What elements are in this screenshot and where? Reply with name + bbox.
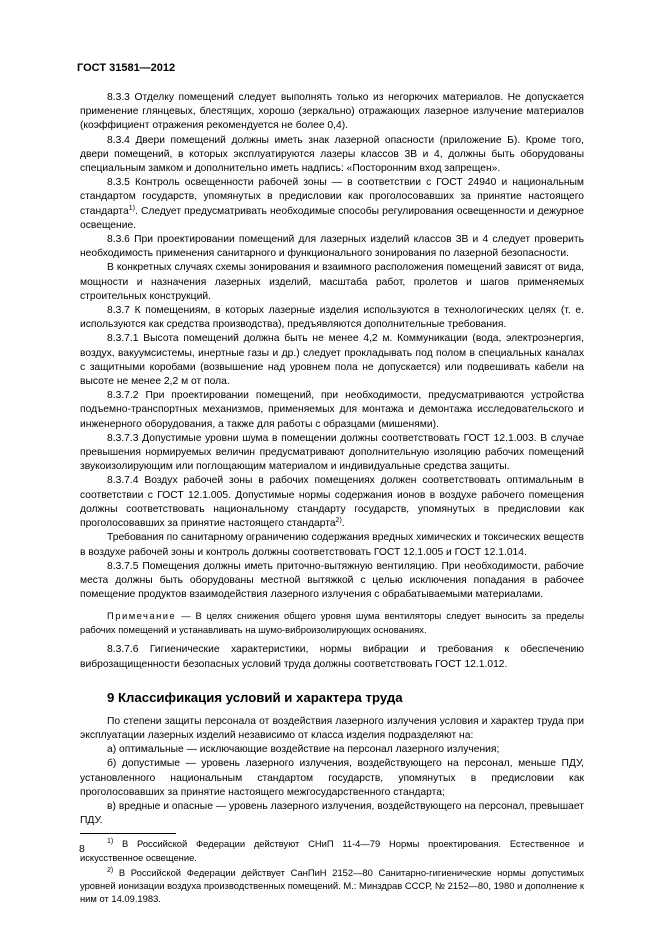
footnote-ref-1: 1) [128,204,135,212]
footnote-2-text: В Российской Федерации действует СанПиН 2152—80 Санитарно-гигиенические нормы допустимых уровней ионизации воздуха производственных помещений. М.: Минздрав СССР, № 2152—80, 1980 и дополнение к ним от 14.09.1983. [80,866,584,905]
note [80,609,584,636]
paragraph-8-3-6: 8.3.6 При проектировании помещений для лазерных изделий классов 3В и 4 следует проверить необходимость применения санитарного и функционального зонирования по лазерной безопасности. [80,234,584,260]
paragraph-8-3-3: 8.3.3 Отделку помещений следует выполнять только из негорючих материалов. Не допускается применение глянцевых, блестящих, хорошо (зеркально) отражающих лазерное излучение материалов (коэффициент отражения рекомендуется не более 0,4). [80,92,584,132]
note-label: Примечание [107,610,177,622]
paragraph-8-3-7: 8.3.7 К помещениям, в которых лазерные изделия используются в технологических целях (т. е. используются как средства производства), предъявляются дополнительные требования. [80,305,584,331]
footnote-divider [80,833,176,834]
footnote-1 [80,837,584,863]
footnote-ref-2: 2) [335,517,342,525]
footnote-1-mark: 1) [107,838,114,846]
paragraph-text-end: . [341,518,345,530]
page-header-standard: ГОСТ 31581—2012 [77,62,176,74]
paragraph-8-3-5 [80,176,584,233]
list-item-b: б) допустимые — уровень лазерного излучения, воздействующего на персонал, меньше ПДУ, установленного национальным стандартом государств, упомянутых в предисловии как проголосовавших за принятие настоящего межгосударственного стандарта; [80,758,584,798]
paragraph-8-3-7-4 [80,474,584,531]
page-number: 8 [79,843,85,855]
section-9-title: 9 Классификация условий и характера труда [107,689,403,705]
page-body [80,91,584,907]
paragraph-text: 8.3.7.4 Воздух рабочей зоны в рабочих помещениях должен соответствовать оптимальным в соответствии с ГОСТ 12.1.005. Допустимые нормы содержания ионов в воздухе рабочего помещения должны соответствовать национальному стандарту государств, упомянутых в предисловии как проголосовавших за принятие настоящего стандарта [80,475,584,530]
footnote-2-mark: 2) [107,866,114,874]
paragraph-8-3-7-5: 8.3.7.5 Помещения должны иметь приточно-вытяжную вентиляцию. При необходимости, рабочие места должны быть оборудованы местной вытяжкой с целью исключения попадания в рабочее помещение продуктов взаимодействия лазерного излучения с обрабатываемыми материалами. [80,560,584,601]
footnote-2 [80,866,584,906]
list-item-c: в) вредные и опасные — уровень лазерного излучения, воздействующего на персонал, превышает ПДУ. [80,800,584,827]
paragraph-toxic-substances: Требования по санитарному ограничению содержания вредных химических и токсических веществ в воздухе рабочей зоны и контроль должны соответствовать ГОСТ 12.1.005 и ГОСТ 12.1.014. [80,532,584,558]
paragraph-8-3-7-1: 8.3.7.1 Высота помещений должна быть не менее 4,2 м. Коммуникации (вода, электроэнергия, воздух, вакуумсистемы, инертные газы и др.) следует прокладывать под полом в специальных каналах с защитными коробами (возвышение над уровнем пола не допускается) или подвешивать кабели на высоте не менее 2,2 м от пола. [80,333,584,388]
footnote-1-text: В Российской Федерации действуют СНиП 11-4—79 Нормы проектирования. Естественное и искусственное освещение. [80,838,584,863]
section-9-intro: По степени защиты персонала от воздействия лазерного излучения условия и характер труда при эксплуатации лазерных изделий независимо от класса изделия подразделяют на: [80,715,584,741]
paragraph-zoning: В конкретных случаях схемы зонирования и взаимного расположения помещений зависят от вида, мощности и назначения лазерных изделий, масштаба работ, пролетов и шагов применяемых строительных конструкций. [80,262,584,302]
list-item-a: а) оптимальные — исключающие воздействие на персонал лазерного излучения; [107,744,500,756]
footnotes [80,837,584,905]
paragraph-8-3-4: 8.3.4 Двери помещений должны иметь знак лазерной опасности (приложение Б). Кроме того, двери помещений, в которых эксплуатируются лазеры классов 3В и 4, должны быть оборудованы специальным замком и дополнительно иметь надпись: «Посторонним вход запрещен». [80,134,584,175]
paragraph-8-3-7-3: 8.3.7.3 Допустимые уровни шума в помещении должны соответствовать ГОСТ 12.1.003. В случае превышения нормируемых величин предусматривают дополнительную изоляцию рабочих помещений звукоизолирующим или поглощающим материалом и индивидуальные средства защиты. [80,432,584,473]
paragraph-8-3-7-2: 8.3.7.2 При проектировании помещений, при необходимости, предусматриваются устройства подъемно-транспортных механизмов, применяемых для монтажа и демонтажа исследовательского и инженерного оборудования, а также для работы с образцами (мишенями). [80,390,584,430]
paragraph-text: 8.3.5 Контроль освещенности рабочей зоны — в соответствии с ГОСТ 24940 и национальным стандартом государств, упомянутых в предисловии как проголосовавших за принятие настоящего стандарта [80,177,584,217]
note-text: — В целях снижения общего уровня шума вентиляторы следует выносить за пределы рабочих помещений и устанавливать на шумо-виброизолирующих основаниях. [80,610,584,635]
paragraph-8-3-7-6: 8.3.7.6 Гигиенические характеристики, нормы вибрации и требования к обеспечению виброзащищенности безопасных условий труда должны соответствовать ГОСТ 12.1.012. [80,644,584,670]
paragraph-text-end: . Следует предусматривать необходимые способы регулирования освещенности и дежурное освещение. [80,205,584,231]
